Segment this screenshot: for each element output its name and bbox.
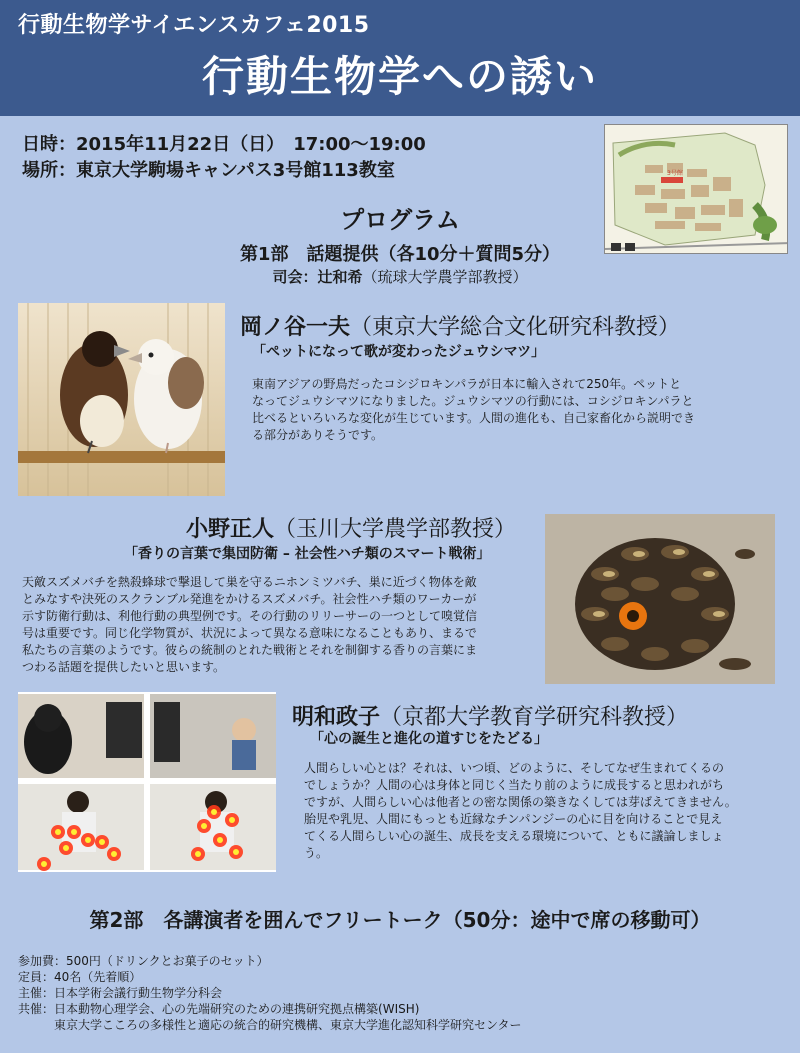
speaker-3-desc-line: ですが、人間らしい心は他者との密な関係の築きなくしては芽ばえてきません。: [304, 795, 737, 809]
speaker-1-desc: [252, 376, 772, 444]
speaker-2-desc-line: 示す防衛行動は、利他行動の典型例です。その行動のリリーサーの一つとして嗅覚信: [22, 609, 478, 623]
event-place: 場所：東京大学駒場キャンパス3号館113教室: [22, 160, 395, 181]
bee-ball-photo: [545, 514, 775, 684]
program-title: プログラム: [340, 206, 460, 234]
speaker-2-desc-line: とみなすや決死のスクランブル発進をかけるスズメバチ。社会性ハチ類のワーカーが: [22, 592, 477, 606]
event-details: [18, 953, 522, 1033]
capacity-line: 定員：40名（先着順）: [18, 970, 142, 984]
cohost-label: 共催：: [18, 1002, 55, 1016]
speaker-3-affil: （京都大学教育学研究科教授）: [380, 705, 689, 730]
speaker-3-desc-line: う。: [304, 846, 329, 860]
speaker-2-desc-line: 私たちの言葉のようです。彼らの統制のとれた戦術とそれを制御する香りの言葉にま: [22, 643, 478, 657]
speaker-3-header: [292, 700, 688, 731]
chair-affil: （琉球大学農学部教授）: [362, 268, 528, 286]
speaker-3-desc-line: でしょうか？人間の心は身体と同じく当たり前のように成長すると思われがち: [304, 778, 725, 792]
header-banner: [0, 0, 800, 116]
fee-line: 参加費：500円（ドリンクとお菓子のセット）: [18, 954, 269, 968]
cohost-block: [18, 1001, 522, 1033]
speaker-1-desc-line: 東南アジアの野鳥だったコシジロキンパラが日本に輸入されて250年。ペットと: [252, 377, 682, 391]
speaker-1-header: [240, 310, 680, 341]
speaker-1-affil: （東京大学総合文化研究科教授）: [350, 315, 681, 340]
speaker-3-name: 明和政子: [292, 705, 381, 730]
speaker-2-desc: [22, 574, 534, 676]
speaker-2-affil: （玉川大学農学部教授）: [274, 517, 517, 542]
part2-title: 第2部 各講演者を囲んでフリートーク（50分：途中で席の移動可）: [89, 908, 711, 932]
main-title: 行動生物学への誘い: [201, 52, 598, 101]
speaker-2-desc-line: つわる話題を提供したいと思います。: [22, 660, 226, 674]
host-line: 主催：日本学術会議行動生物学分科会: [18, 986, 223, 1000]
speaker-2-name: 小野正人: [186, 517, 275, 542]
speaker-3-desc: [304, 760, 784, 862]
speaker-1-desc-line: る部分がありそうです。: [252, 428, 384, 442]
research-photo: [18, 692, 276, 872]
part1-title: 第1部 話題提供（各10分＋質問5分）: [239, 244, 561, 265]
map-marker-label: 3号館: [667, 170, 683, 177]
chair-label: 司会：辻和希: [272, 268, 363, 286]
speaker-2-desc-line: 号は重要です。同じ化学物質が、状況によって異なる意味になることもあり、まるで: [22, 626, 477, 640]
speaker-3-desc-line: 胎児や乳児、人間にもっとも近縁なチンパンジーの心に目を向けることで見え: [304, 812, 723, 826]
speaker-2-header: [186, 512, 516, 543]
speaker-1-talk: 「ペットになって歌が変わったジュウシマツ」: [252, 344, 546, 360]
speaker-3-desc-line: 人間らしい心とは？それは、いつ頃、どのように、そしてなぜ生まれてくるの: [304, 761, 725, 775]
speaker-3-talk: 「心の誕生と進化の道すじをたどる」: [310, 731, 548, 747]
speaker-1-name: 岡ノ谷一夫: [240, 315, 351, 340]
cohost-line-1: 日本動物心理学会、心の先端研究のための連携研究拠点構築(WISH): [54, 1002, 420, 1016]
chair-line: [0, 266, 800, 287]
speaker-2-desc-line: 天敵スズメバチを熱殺蜂球で撃退して巣を守るニホンミツバチ、巣に近づく物体を敵: [22, 575, 477, 589]
speaker-2-talk: 「香りの言葉で集団防衛 – 社会性ハチ類のスマート戦術」: [124, 546, 491, 562]
event-date: 日時：2015年11月22日（日） 17:00〜19:00: [22, 134, 426, 155]
speaker-1-desc-line: なってジュウシマツになりました。ジュウシマツの行動には、コシジロキンパラと: [252, 394, 694, 408]
cohost-line-2: 東京大学こころの多様性と適応の統合的研究機構、東京大学進化認知科学研究センター: [54, 1018, 522, 1032]
series-title: 行動生物学サイエンスカフェ2015: [18, 13, 370, 38]
speaker-3-desc-line: てくる人間らしい心の誕生、成長を支える環境について、ともに議論しましょ: [304, 829, 724, 843]
speaker-1-desc-line: 比べるといろいろな変化が生じています。人間の進化も、自己家畜化から説明でき: [252, 411, 696, 425]
finch-photo: [18, 303, 225, 496]
